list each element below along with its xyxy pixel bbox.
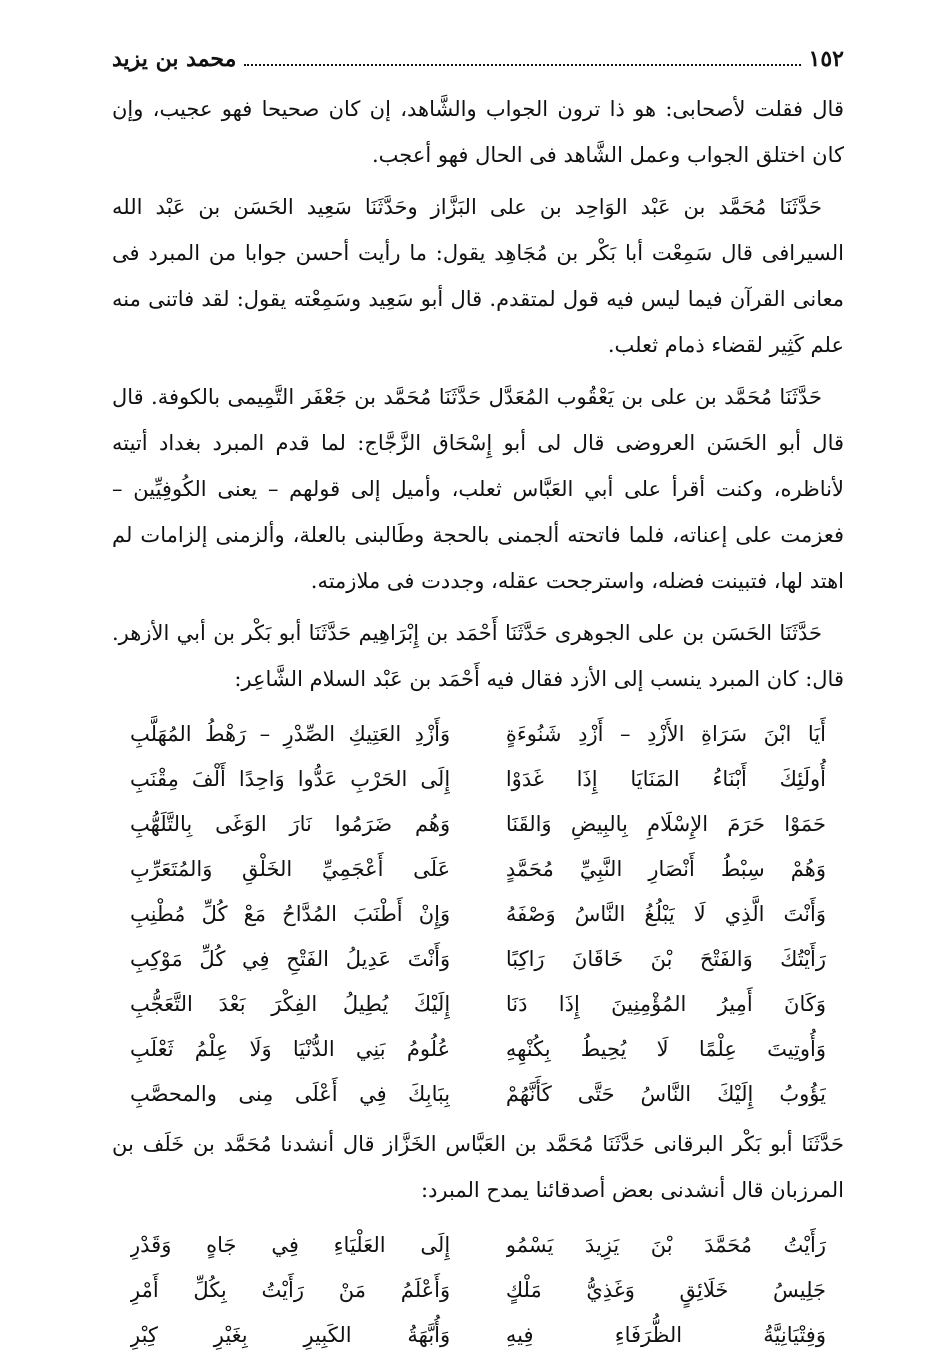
verse-first-hemistich: جَلِيسُ خَلَائِقٍ وَغَذِيُّ مَلْكٍ <box>505 1278 826 1302</box>
paragraph-1: قال فقلت لأصحابى: هو ذا ترون الجواب والشَّاهد، إن كان صحيحا فهو عجيب، وإن كان اختلق الجواب وعمل الشَّاهد فى الحال فهو أعجب. <box>112 97 844 167</box>
verse <box>130 982 826 1027</box>
verse-first-hemistich: وَأَنْتَ الَّذِي لَا يَبْلُغُ النَّاسُ وَصْفَهُ <box>505 902 826 926</box>
verse <box>130 757 826 802</box>
verse-second-hemistich: عَلَى أَعْجَمِيِّ الخَلْقِ وَالمُتَعَرِّبِ <box>130 857 451 881</box>
verse-first-hemistich: أَيَا ابْنَ سَرَاةِ الأَزْدِ – أَزْدِ شَنُوءَةٍ <box>505 722 826 746</box>
verse-second-hemistich: إِلَى العَلْيَاءِ فِي جَاهٍ وَقَدْرِ <box>130 1233 451 1257</box>
paragraph-4: حَدَّثَنَا الحَسَن بن على الجوهرى حَدَّثَنَا أَحْمَد بن إِبْرَاهِيم حَدَّثَنَا أبو بَكْر بن أبي الأزهر. قال: كان المبرد ينسب إلى الأزد فقال فيه أَحْمَد بن عَبْد السلام الشَّاعِر: <box>112 621 844 691</box>
running-title: محمد بن يزيد <box>112 46 237 72</box>
verse <box>130 1268 826 1313</box>
verse <box>130 1223 826 1268</box>
verse <box>130 712 826 757</box>
verse-second-hemistich: إِلَيْكَ يُطِيلُ الفِكْرَ بَعْدَ التَّعَجُّبِ <box>130 992 451 1016</box>
page-header <box>112 46 844 86</box>
verse-first-hemistich: وَهُمْ سِبْطُ أَنْصَارِ النَّبِيِّ مُحَمَّدٍ <box>505 857 826 881</box>
header-dot-leader <box>244 50 800 66</box>
verse-second-hemistich: وَأَزْدِ العَتِيكِ الصِّدْرِ – رَهْطُ المُهَلَّبِ <box>130 722 451 746</box>
verse <box>130 892 826 937</box>
verse-second-hemistich: عُلُومُ بَنِي الدُّنْيَا وَلَا عِلْمُ ثَعْلَبِ <box>130 1037 451 1061</box>
verse-second-hemistich: وَأَنْتَ عَدِيلُ الفَتْحِ فِي كُلِّ مَوْكِبِ <box>130 947 451 971</box>
verse-second-hemistich: وَأُبَّهَةُ الكَبِيرِ بِغَيْرِ كِبْرِ <box>130 1323 451 1347</box>
verse-second-hemistich: وَإِنْ أَطْنَبَ المُدَّاحُ مَعْ كُلِّ مُطْنِبِ <box>130 902 451 926</box>
verse-first-hemistich: وَأُوتِيتَ عِلْمًا لَا يُحِيطُ بِكُنْهِهِ <box>505 1037 826 1061</box>
verse <box>130 937 826 982</box>
verse-first-hemistich: حَمَوْا حَرَمَ الإِسْلَامِ بِالبِيضِ وَالقَنَا <box>505 812 826 836</box>
verse-second-hemistich: وَأَعْلَمُ مَنْ رَأَيْتُ بِكُلِّ أَمْرِ <box>130 1278 451 1302</box>
paragraph-3: حَدَّثَنَا مُحَمَّد بن على بن يَعْقُوب المُعَدَّل حَدَّثَنَا مُحَمَّد بن جَعْفَر التَّمِيمى بالكوفة. قال قال أبو الحَسَن العروضى قال لى أبو إِسْحَاق الزَّجَّاج: لما قدم المبرد بغداد أتيته لأناظره، وكنت أقرأ على أبي العَبَّاس ثعلب، وأميل إلى قولهم – يعنى الكُوفِيِّين – فعزمت على إعناته، فلما فاتحته ألجمنى بالحجة وطَالبنى بالعلة، وألزمنى إلزامات لم اهتد لها، فتبينت فضله، واسترجحت عقله، وجددت فى ملازمته. <box>112 385 844 593</box>
verse <box>130 1313 826 1358</box>
page-number: ١٥٢ <box>808 46 844 72</box>
verse-second-hemistich: إِلَى الحَرْبِ عَدُّوا وَاحِدًا أَلْفَ مِقْنَبِ <box>130 767 451 791</box>
verse-first-hemistich: يَؤُوبُ إِلَيْكَ النَّاسُ حَتَّى كَأَنَّهُمْ <box>505 1082 826 1106</box>
verse <box>130 802 826 847</box>
verse-second-hemistich: بِبَابِكَ فِي أَعْلَى مِنى والمحصَّبِ <box>130 1082 451 1106</box>
verse-first-hemistich: رَأَيْتُ مُحَمَّدَ بْنَ يَزِيدَ يَسْمُو <box>505 1233 826 1257</box>
poem-praise <box>112 1223 844 1358</box>
verse <box>130 847 826 892</box>
paragraph-5: حَدَّثَنَا أبو بَكْر البرقانى حَدَّثَنَا مُحَمَّد بن العَبَّاس الخَزَّاز قال أنشدنا مُحَمَّد بن خَلَف بن المرزبان قال أنشدنى بعض أصدقائنا يمدح المبرد: <box>112 1132 844 1202</box>
poem-azd <box>112 712 844 1117</box>
verse-first-hemistich: وَفِتْيَانِيَّةُ الظُّرَفَاءِ فِيهِ <box>505 1323 826 1347</box>
verse <box>130 1072 826 1117</box>
verse <box>130 1027 826 1072</box>
verse-second-hemistich: وَهُم ضَرَمُوا نَارَ الوَغَى بِالتَّلَهُّبِ <box>130 812 451 836</box>
verse-first-hemistich: أُولَئِكَ أَبْنَاءُ المَنَايَا إِذَا غَدَوْا <box>505 767 826 791</box>
paragraph-2: حَدَّثَنَا مُحَمَّد بن عَبْد الوَاحِد بن على البَزَّاز وحَدَّثَنَا سَعِيد الحَسَن بن عَبْد الله السيرافى قال سَمِعْت أبا بَكْر بن مُجَاهِد يقول: ما رأيت أحسن جوابا من المبرد فى معانى القرآن فيما ليس فيه قول لمتقدم. قال أبو سَعِيد وسَمِعْته يقول: لقد فاتنى منه علم كَثِير لقضاء ذمام ثعلب. <box>112 195 844 357</box>
verse-first-hemistich: رَأَيْتُكَ وَالفَتْحَ بْنَ خَاقَانَ رَاكِبًا <box>505 947 826 971</box>
verse-first-hemistich: وَكَانَ أَمِيرُ المُؤْمِنِينَ إِذَا دَنَا <box>505 992 826 1016</box>
